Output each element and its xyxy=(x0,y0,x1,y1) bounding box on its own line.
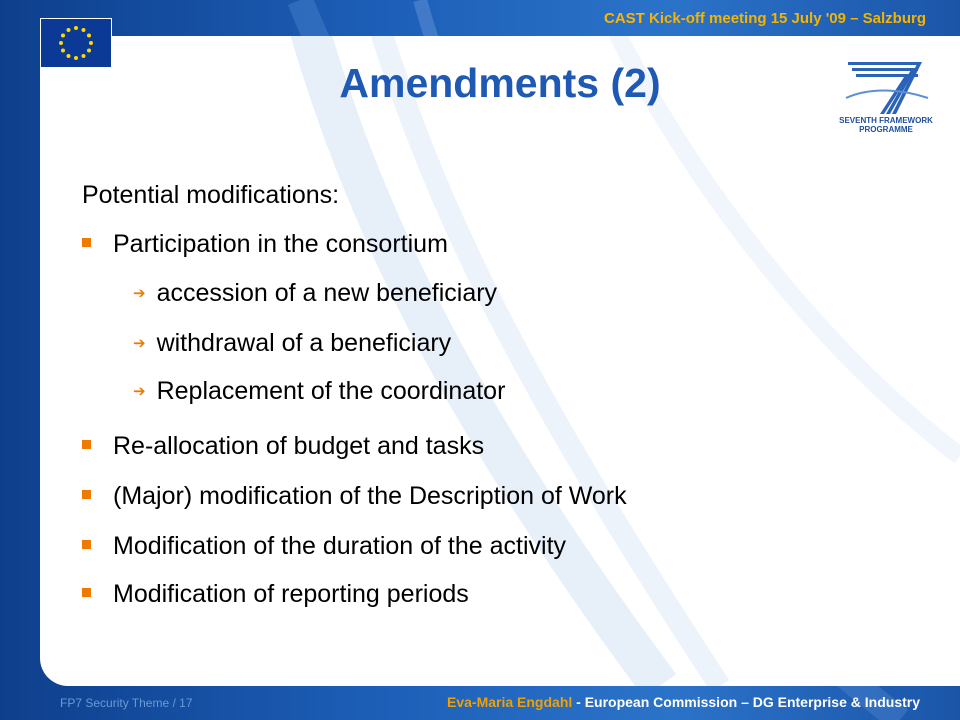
square-bullet-icon xyxy=(82,238,91,247)
arrow-bullet-icon: ➔ xyxy=(133,335,146,352)
bullet-item xyxy=(82,482,627,511)
eu-flag-icon xyxy=(40,18,112,68)
event-header xyxy=(604,10,926,27)
bullet-item xyxy=(82,432,484,461)
square-bullet-icon xyxy=(82,440,91,449)
fp7-logo-text xyxy=(838,116,934,134)
fp7-text-line1: SEVENTH FRAMEWORK xyxy=(839,116,933,125)
square-bullet-icon xyxy=(82,490,91,499)
bullet-label: (Major) modification of the Description of Work xyxy=(113,482,627,510)
intro-text: Potential modifications: xyxy=(82,181,340,209)
footer-org: - European Commission – DG Enterprise & Industry xyxy=(572,694,920,710)
fp7-logo-icon xyxy=(838,58,934,148)
sub-bullet-label: accession of a new beneficiary xyxy=(156,279,498,307)
fp7-text-line2: PROGRAMME xyxy=(859,125,913,134)
event-title: Kick-off meeting 15 July '09 – Salzburg xyxy=(649,10,926,27)
slide-title: Amendments (2) xyxy=(339,60,661,106)
event-prefix: CAST xyxy=(604,10,645,27)
sub-bullet-label: withdrawal of a beneficiary xyxy=(156,329,452,357)
footer-theme: FP7 Security Theme / 17 xyxy=(60,696,193,710)
footer-author: Eva-Maria Engdahl xyxy=(447,694,573,710)
square-bullet-icon xyxy=(82,540,91,549)
bullet-label: Re-allocation of budget and tasks xyxy=(113,432,485,460)
bullet-label: Modification of the duration of the activity xyxy=(113,532,567,560)
bullet-label: Participation in the consortium xyxy=(113,230,448,258)
bullet-item xyxy=(82,532,566,561)
sub-bullet-item xyxy=(133,377,505,406)
arrow-bullet-icon: ➔ xyxy=(133,285,146,302)
bullet-label: Modification of reporting periods xyxy=(113,580,469,608)
arrow-bullet-icon: ➔ xyxy=(133,383,146,400)
sub-bullet-label: Replacement of the coordinator xyxy=(156,377,506,405)
bullet-item xyxy=(82,230,448,259)
bullet-item xyxy=(82,580,469,609)
sub-bullet-item xyxy=(133,279,497,308)
sub-bullet-item xyxy=(133,329,451,358)
footer-credit xyxy=(447,694,920,710)
square-bullet-icon xyxy=(82,588,91,597)
